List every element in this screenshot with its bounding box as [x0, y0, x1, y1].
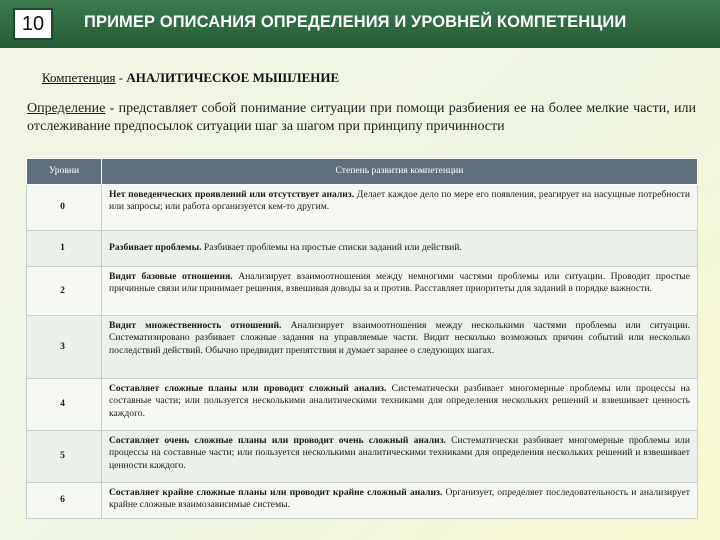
level-number: 5	[27, 431, 102, 483]
level-title: Составляет сложные планы или проводит сложный анализ.	[109, 383, 387, 394]
level-number: 0	[27, 185, 102, 231]
level-text: Систематически разбивает многомерные проблемы или процессы на составные части; или пользуется несколькими аналитическими техниками для определения нескольких решений и взвешивает ценности каждого.	[109, 435, 690, 471]
level-description	[102, 431, 698, 483]
level-number: 6	[27, 483, 102, 519]
level-description	[102, 379, 698, 431]
level-text: Делает каждое дело по мере его появления, реагирует на насущные потребности или запросы; или работа организуется кем-то другим.	[109, 189, 690, 213]
definition-label: Определение	[27, 101, 106, 116]
level-text: Организует, определяет последовательность и анализирует крайне сложные взаимозависимые системы.	[109, 487, 690, 511]
level-number: 1	[27, 231, 102, 267]
competence-levels-table	[26, 158, 698, 519]
table-row	[27, 267, 698, 316]
definition-text: - представляет собой понимание ситуации при помощи разбиения ее на более мелкие части, или отслеживание предпосылок ситуации шаг за шагом при принципу причинности	[27, 101, 696, 134]
level-number: 3	[27, 316, 102, 379]
table-row	[27, 379, 698, 431]
table-header-row	[27, 159, 698, 185]
header-levels: Уровни	[27, 159, 102, 185]
level-description	[102, 231, 698, 267]
level-text: Анализирует взаимоотношения между несколькими частями проблемы или ситуации. Систематизировано разбивает сложные задания на управляемые части. Видит несколько возможных причин событий или несколько последствий действий. Обычно предвидит препятствия и думает заранее о следующих шагах.	[109, 320, 690, 356]
title-bar	[0, 0, 720, 48]
header-development-degree: Степень развития компетенции	[102, 159, 698, 185]
competence-label: Компетенция	[42, 70, 116, 85]
competence-line	[42, 70, 339, 86]
page-title: ПРИМЕР ОПИСАНИЯ ОПРЕДЕЛЕНИЯ И УРОВНЕЙ КОМПЕТЕНЦИИ	[84, 13, 627, 31]
level-text: Анализирует взаимоотношения между немногими частями проблемы или ситуации. Проводит простые причинные связи или принимает решения, взвешивая доводы за и против. Расставляет приоритеты для заданий в порядке важности.	[109, 271, 691, 295]
slide-number: 10	[13, 8, 53, 40]
definition-paragraph	[27, 100, 696, 135]
competence-separator: -	[115, 70, 127, 85]
table-row	[27, 483, 698, 519]
level-title: Видит базовые отношения.	[109, 271, 233, 282]
level-number: 4	[27, 379, 102, 431]
level-description	[102, 185, 698, 231]
table-row	[27, 316, 698, 379]
level-title: Составляет очень сложные планы или проводит очень сложный анализ.	[109, 435, 446, 446]
table-row	[27, 185, 698, 231]
table-row	[27, 431, 698, 483]
table-row	[27, 231, 698, 267]
level-title: Видит множественность отношений.	[109, 320, 282, 331]
level-description	[102, 483, 698, 519]
level-text: Систематически разбивает многомерные проблемы или процессы на составные части; или пользуется несколькими аналитическими техниками для определения нескольких решений и взвешивает ценность каждого.	[109, 383, 690, 419]
level-description	[102, 267, 698, 316]
level-number: 2	[27, 267, 102, 316]
competence-value: АНАЛИТИЧЕСКОЕ МЫШЛЕНИЕ	[126, 70, 340, 85]
level-description	[102, 316, 698, 379]
level-title: Нет поведенческих проявлений или отсутствует анализ.	[109, 189, 355, 200]
level-text: Разбивает проблемы на простые списки заданий или действий.	[201, 242, 462, 254]
level-title: Разбивает проблемы.	[109, 242, 202, 254]
level-title: Составляет крайне сложные планы или проводит крайне сложный анализ.	[109, 487, 443, 498]
